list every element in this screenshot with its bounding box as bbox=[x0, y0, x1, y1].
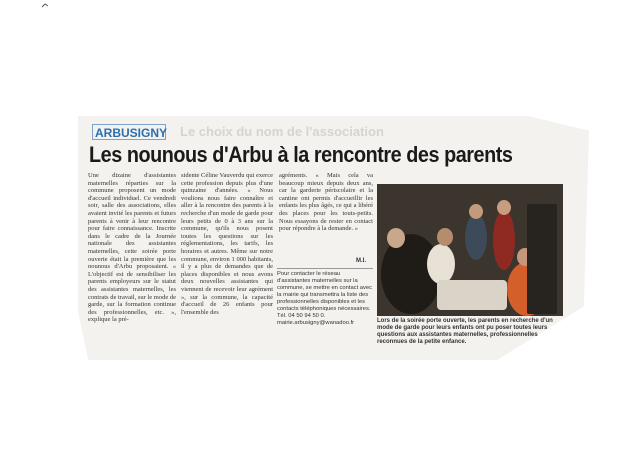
article-column-3: agréments. « Mais cela va beaucoup mieux depuis deux ans, car la garderie périscolaire et la cantine ont permis d'accueillir les enfants les plus âgés, ce qui a libéré des places pour les touts-petits. Nous essayons de rester en contact pour répondre à la demande. » bbox=[279, 172, 373, 233]
article-photo bbox=[377, 184, 563, 316]
article-column-1: Une dizaine d'assistantes maternelles réparties sur la commune proposent un mode d'accueil individuel. Ce vendredi soir, salle des associations, elles avaient invité les parents et futurs parents à venir à leur rencontre pour faire connaissance. Inscrite dans le cadre de la Journée nationale des assistantes maternelles, cette soirée porte ouverte était la première que les nounous d'Arbu proposaient. « L'objectif est de sensibiliser les parents employeurs sur le statut des assistantes maternelles, les contrats de travail, sur le mode de garde, sur la formation continue des professionnelles, etc. », explique la pré- bbox=[88, 172, 176, 324]
article-headline: Les nounous d'Arbu à la rencontre des parents bbox=[89, 142, 513, 167]
author-signature: M.I. bbox=[356, 258, 366, 264]
section-tag: ARBUSIGNY bbox=[92, 124, 166, 140]
contact-box: Pour contacter le réseau d'assistantes maternelles sur la commune, se mettre en contact avec la mairie qui transmettra la liste des professionnelles disponibles et les contacts téléphoniques nécessaires. Tél. 04 50 94 50 0. mairie.arbusigny@wanadoo.fr bbox=[277, 268, 373, 351]
scan-speck-mark bbox=[41, 3, 49, 9]
photo-caption: Lors de la soirée porte ouverte, les parents en recherche d'un mode de garde pour leurs enfants ont pu poser toutes leurs questions aux assistantes maternelles, professionnelles reconnues de la petite enfance. bbox=[377, 318, 553, 345]
bleed-through-text: Le choix du nom de l'association bbox=[180, 124, 384, 139]
article-column-2: sidente Céline Vauverdu qui exerce cette profession depuis plus d'une quinzaine d'années. « Nous voulions nous faire connaître et aller à la rencontre des parents à la recherche d'un mode de garde pour leurs petits de 0 à 3 ans sur la commune, qu'ils nous posent toutes les questions sur les réglementations, les tarifs, les horaires et autres. Même sur notre commune, environ 1 000 habitants, il y a plus de demandes que de places disponibles et nous avons deux nouvelles assistantes qui viennent de recevoir leur agrément », sur la commune, la capacité d'accueil de 26 enfants pour l'ensemble des bbox=[181, 172, 273, 316]
